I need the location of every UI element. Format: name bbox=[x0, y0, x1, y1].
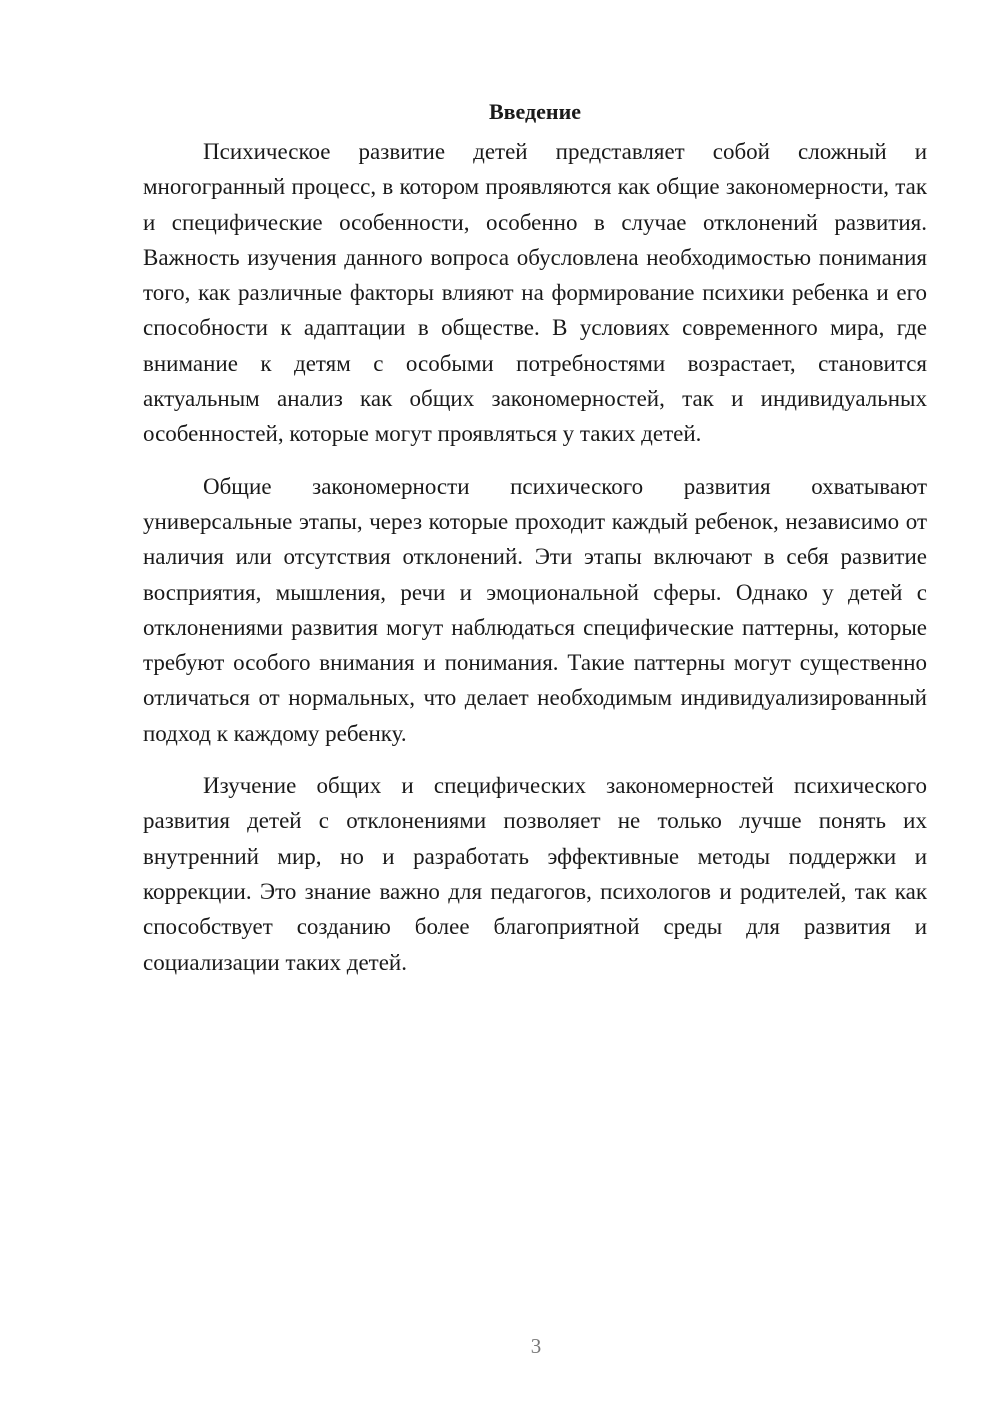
section-title: Введение bbox=[488, 99, 582, 124]
paragraph-3: Изучение общих и специфических закономерностей психического развития детей с отклонениями позволяет не только лучше понять их внутренний мир, но и разработать эффективные методы поддержки и коррекции. Это знание важно для педагогов, психологов и родителей, так как способствует созданию более благоприятной среды для развития и социализации таких детей. bbox=[143, 773, 927, 975]
page-number: 3 bbox=[530, 1334, 542, 1358]
document-body bbox=[143, 96, 927, 980]
paragraph-1: Психическое развитие детей представляет собой сложный и многогранный процесс, в котором проявляются как общие закономерности, так и специфические особенности, особенно в случае отклонений развития. Важность изучения данного вопроса обусловлена необходимостью понимания того, как различные факторы влияют на формирование психики ребенка и его способности к адаптации в обществе. В условиях современного мира, где внимание к детям с особыми потребностями возрастает, становится актуальным анализ как общих закономерностей, так и индивидуальных особенностей, которые могут проявляться у таких детей. bbox=[143, 139, 927, 447]
paragraph-2: Общие закономерности психического развития охватывают универсальные этапы, через которые проходит каждый ребенок, независимо от наличия или отсутствия отклонений. Эти этапы включают в себя развитие восприятия, мышления, речи и эмоциональной сферы. Однако у детей с отклонениями развития могут наблюдаться специфические паттерны, которые требуют особого внимания и понимания. Такие паттерны могут существенно отличаться от нормальных, что делает необходимым индивидуализированный подход к каждому ребенку. bbox=[143, 473, 927, 746]
